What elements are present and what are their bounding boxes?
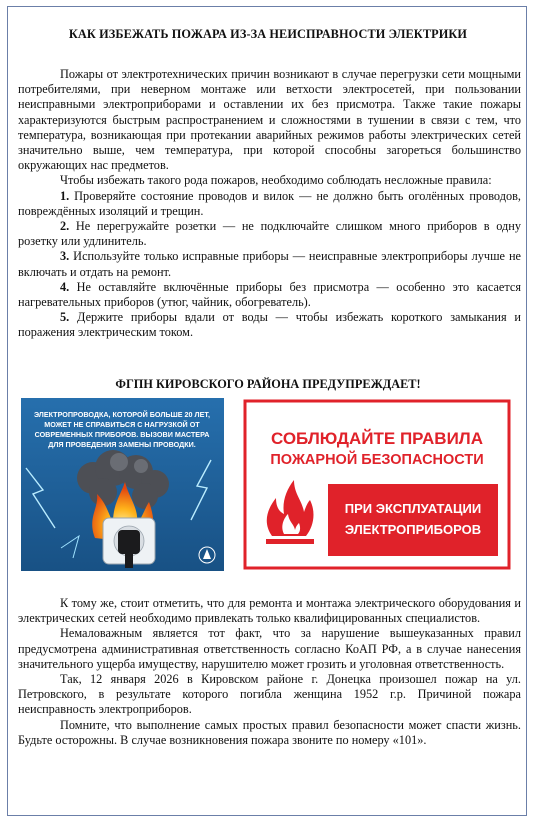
plug-icon [118,530,140,554]
poster-sub-banner [328,484,498,556]
rule-text: Проверяйте состояние проводов и вилок — не должно быть оголённых проводов, повреждённых изоляций и трещин. [18,188,521,218]
poster-heading: ПОЖАРНОЙ БЕЗОПАСНОСТИ [270,452,484,468]
rule-item [18,219,521,249]
rule-number: 3. [60,249,70,264]
document-title: КАК ИЗБЕЖАТЬ ПОЖАРА ИЗ-ЗА НЕИСПРАВНОСТИ ЭЛЕКТРИКИ [68,27,468,41]
rule-item [18,310,521,340]
closing-paragraph: К тому же, стоит отметить, что для ремонта и монтажа электрического оборудования и электрических сетей необходимо привлекать только квалифицированных специалистов. [18,596,521,626]
rules-lead-paragraph: Чтобы избежать такого рода пожаров, необходимо соблюдать несложные правила: [60,173,492,188]
rule-item [18,280,521,310]
rule-number: 1. [60,188,70,203]
rule-number: 2. [60,219,70,234]
rule-item [18,189,521,219]
rule-text: Не оставляйте включённые приборы без присмотра — особенно это касается нагревательных приборов (утюг, чайник, обогреватель). [18,279,521,310]
intro-paragraph: Пожары от электротехнических причин возникают в случае перегрузки сети мощными потребителями, при неверном монтаже или ветхости электросетей, при пользовании неисправными электроприборами и оставлении их без присмотра. Также такие пожары характеризуются быстрым распространением и сложностями в тушении в связи с тем, что температура, возникающая при протекании аварийных режимов работы электрических сетей значительно выше, чем температура, при которой способны загореться большинство окружающих нас предметов. [18,67,521,173]
rule-item [18,249,521,279]
poster-heading: СОБЛЮДАЙТЕ ПРАВИЛА [270,429,484,448]
warning-heading: ФГПН КИРОВСКОГО РАЙОНА ПРЕДУПРЕЖДАЕТ! [115,377,421,391]
rule-number: 4. [60,279,70,294]
rule-text: Держите приборы вдали от воды — чтобы избежать короткого замыкания и поражения электрическим током. [18,310,521,340]
closing-paragraph: Так, 12 января 2026 в Кировском районе г. Донецка произошел пожар на ул. Петровского, в результате которого погибла женщина 1952 г.р. Причиной пожара неисправность электроприборов. [18,672,521,717]
poster-text-line: СОВРЕМЕННЫХ ПРИБОРОВ. ВЫЗОВИ МАСТЕРА [34,430,210,439]
poster-subheading: ПРИ ЭКСПЛУАТАЦИИ [344,501,482,516]
closing-paragraph: Помните, что выполнение самых простых правил безопасности может спасти жизнь. Будьте осторожны. В случае возникновения пожара звоните по номеру «101». [18,717,521,747]
closing-section [18,596,521,748]
closing-paragraph: Немаловажным является тот факт, что за нарушение вышеуказанных правил предусмотрена административная ответственность согласно КоАП РФ, а в случае нанесения значительного ущерба имуществу, нарушителю может грозить и уголовная ответственность. [18,626,521,671]
rule-text: Не перегружайте розетки — не подключайте слишком много приборов в одну розетку или удлинитель. [18,219,521,249]
rule-text: Используйте только исправные приборы — неисправные электроприборы лучше не включать и отдать на ремонт. [18,249,521,279]
poster-text-line: ЭЛЕКТРОПРОВОДКА, КОТОРОЙ БОЛЬШЕ 20 ЛЕТ, [33,410,211,419]
rule-number: 5. [60,310,70,325]
poster-text-line: МОЖЕТ НЕ СПРАВИТЬСЯ С НАГРУЗКОЙ ОТ [44,420,200,429]
fire-safety-poster [242,398,512,571]
intro-section [18,67,521,341]
wiring-warning-poster [21,398,224,571]
poster-text-line: ДЛЯ ПРОВЕДЕНИЯ ЗАМЕНЫ ПРОВОДКИ. [48,440,196,449]
poster-subheading: ЭЛЕКТРОПРИБОРОВ [344,522,482,537]
